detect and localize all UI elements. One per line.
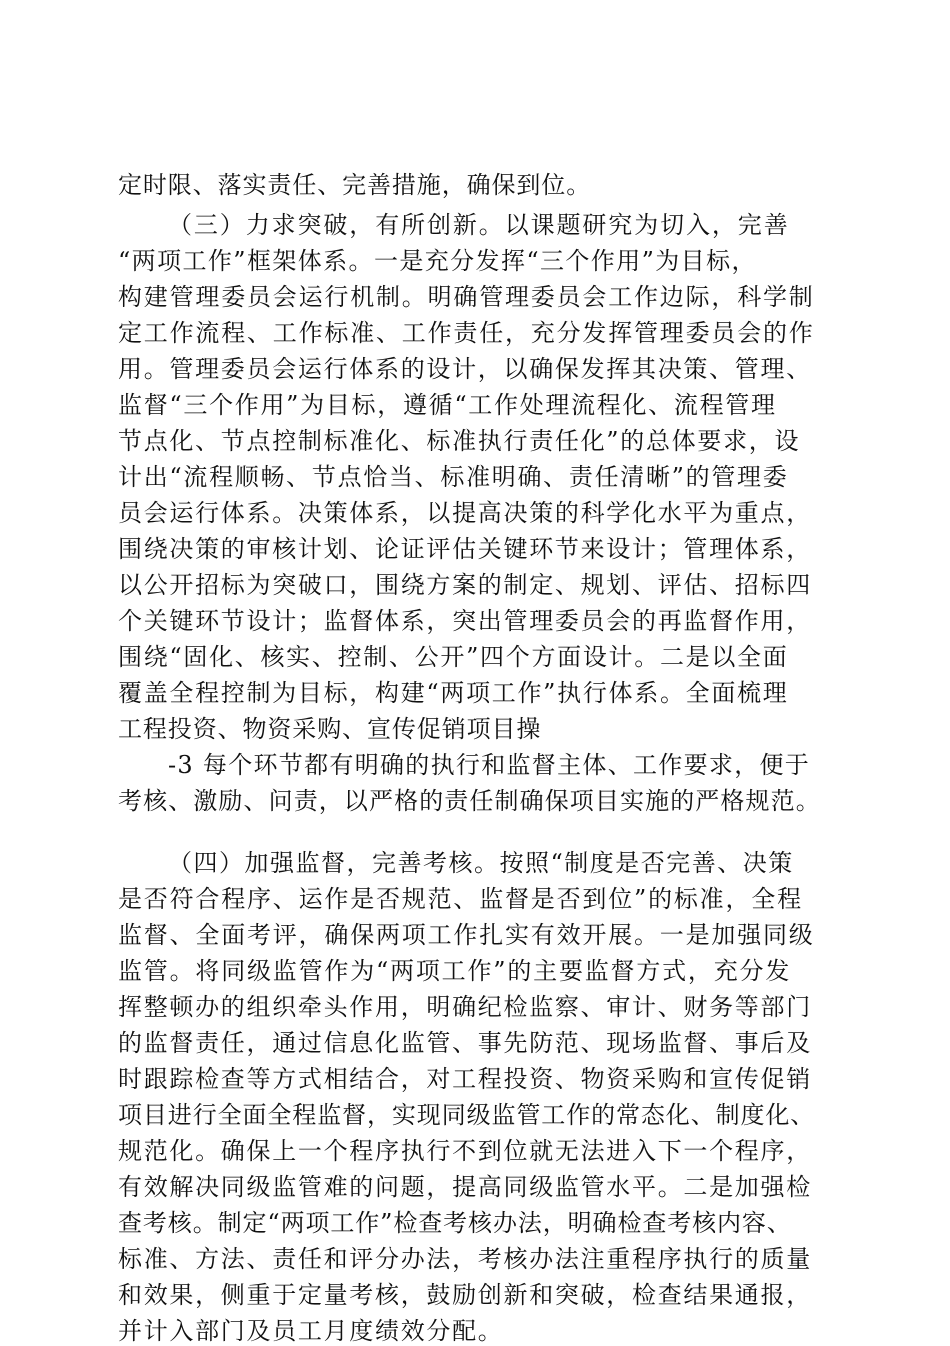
text-line: 个关键环节设计；监督体系，突出管理委员会的再监督作用，	[118, 607, 812, 635]
text-line: 标准、方法、责任和评分办法，考核办法注重程序执行的质量	[118, 1245, 812, 1273]
text-line: 节点化、节点控制标准化、标准执行责任化”的总体要求，设	[118, 427, 801, 455]
text-line: 是否符合程序、运作是否规范、监督是否到位”的标准，全程	[118, 885, 803, 913]
text-line: （四）加强监督，完善考核。按照“制度是否完善、决策	[168, 849, 794, 877]
text-line: 计出“流程顺畅、节点恰当、标准明确、责任清晰”的管理委	[118, 463, 789, 491]
text-line: 用。管理委员会运行体系的设计，以确保发挥其决策、管理、	[118, 355, 812, 383]
text-line: 工程投资、物资采购、宣传促销项目操	[118, 715, 542, 743]
text-line: 构建管理委员会运行机制。明确管理委员会工作边际，科学制	[118, 283, 815, 311]
text-line: 考核、激励、问责，以严格的责任制确保项目实施的严格规范。	[118, 787, 821, 815]
text-line: 项目进行全面全程监督，实现同级监管工作的常态化、制度化、	[118, 1101, 816, 1129]
text-line: -3 每个环节都有明确的执行和监督主体、工作要求，便于	[168, 751, 811, 779]
text-line: 规范化。确保上一个程序执行不到位就无法进入下一个程序，	[118, 1137, 812, 1165]
text-line: 监管。将同级监管作为“两项工作”的主要监督方式，充分发	[118, 957, 792, 985]
text-line: 查考核。制定“两项工作”检查考核办法，明确检查考核内容、	[118, 1209, 792, 1237]
text-line: 定时限、落实责任、完善措施，确保到位。	[118, 171, 592, 199]
text-line: 围绕决策的审核计划、论证评估关键环节来设计；管理体系，	[118, 535, 812, 563]
text-line: “两项工作”框架体系。一是充分发挥“三个作用”为目标，	[118, 247, 757, 275]
text-line: 时跟踪检查等方式相结合，对工程投资、物资采购和宣传促销	[118, 1065, 812, 1093]
text-line: 并计入部门及员工月度绩效分配。	[118, 1317, 504, 1345]
text-line: 监督“三个作用”为目标，遵循“工作处理流程化、流程管理	[118, 391, 777, 419]
text-line: 定工作流程、工作标准、工作责任，充分发挥管理委员会的作	[118, 319, 815, 347]
text-line: 覆盖全程控制为目标，构建“两项工作”执行体系。全面梳理	[118, 679, 789, 707]
text-line: 有效解决同级监管难的问题，提高同级监管水平。二是加强检	[118, 1173, 812, 1201]
text-line: 员会运行体系。决策体系，以提高决策的科学化水平为重点，	[118, 499, 812, 527]
text-line: （三）力求突破，有所创新。以课题研究为切入，完善	[168, 211, 790, 239]
text-line: 以公开招标为突破口，围绕方案的制定、规划、评估、招标四	[118, 571, 812, 599]
text-line: 围绕“固化、核实、控制、公开”四个方面设计。二是以全面	[118, 643, 789, 671]
text-line: 监督、全面考评，确保两项工作扎实有效开展。一是加强同级	[118, 921, 815, 949]
text-line: 挥整顿办的组织牵头作用，明确纪检监察、审计、财务等部门	[118, 993, 812, 1021]
text-line: 和效果，侧重于定量考核，鼓励创新和突破，检查结果通报，	[118, 1281, 812, 1309]
text-line: 的监督责任，通过信息化监管、事先防范、现场监督、事后及	[118, 1029, 812, 1057]
